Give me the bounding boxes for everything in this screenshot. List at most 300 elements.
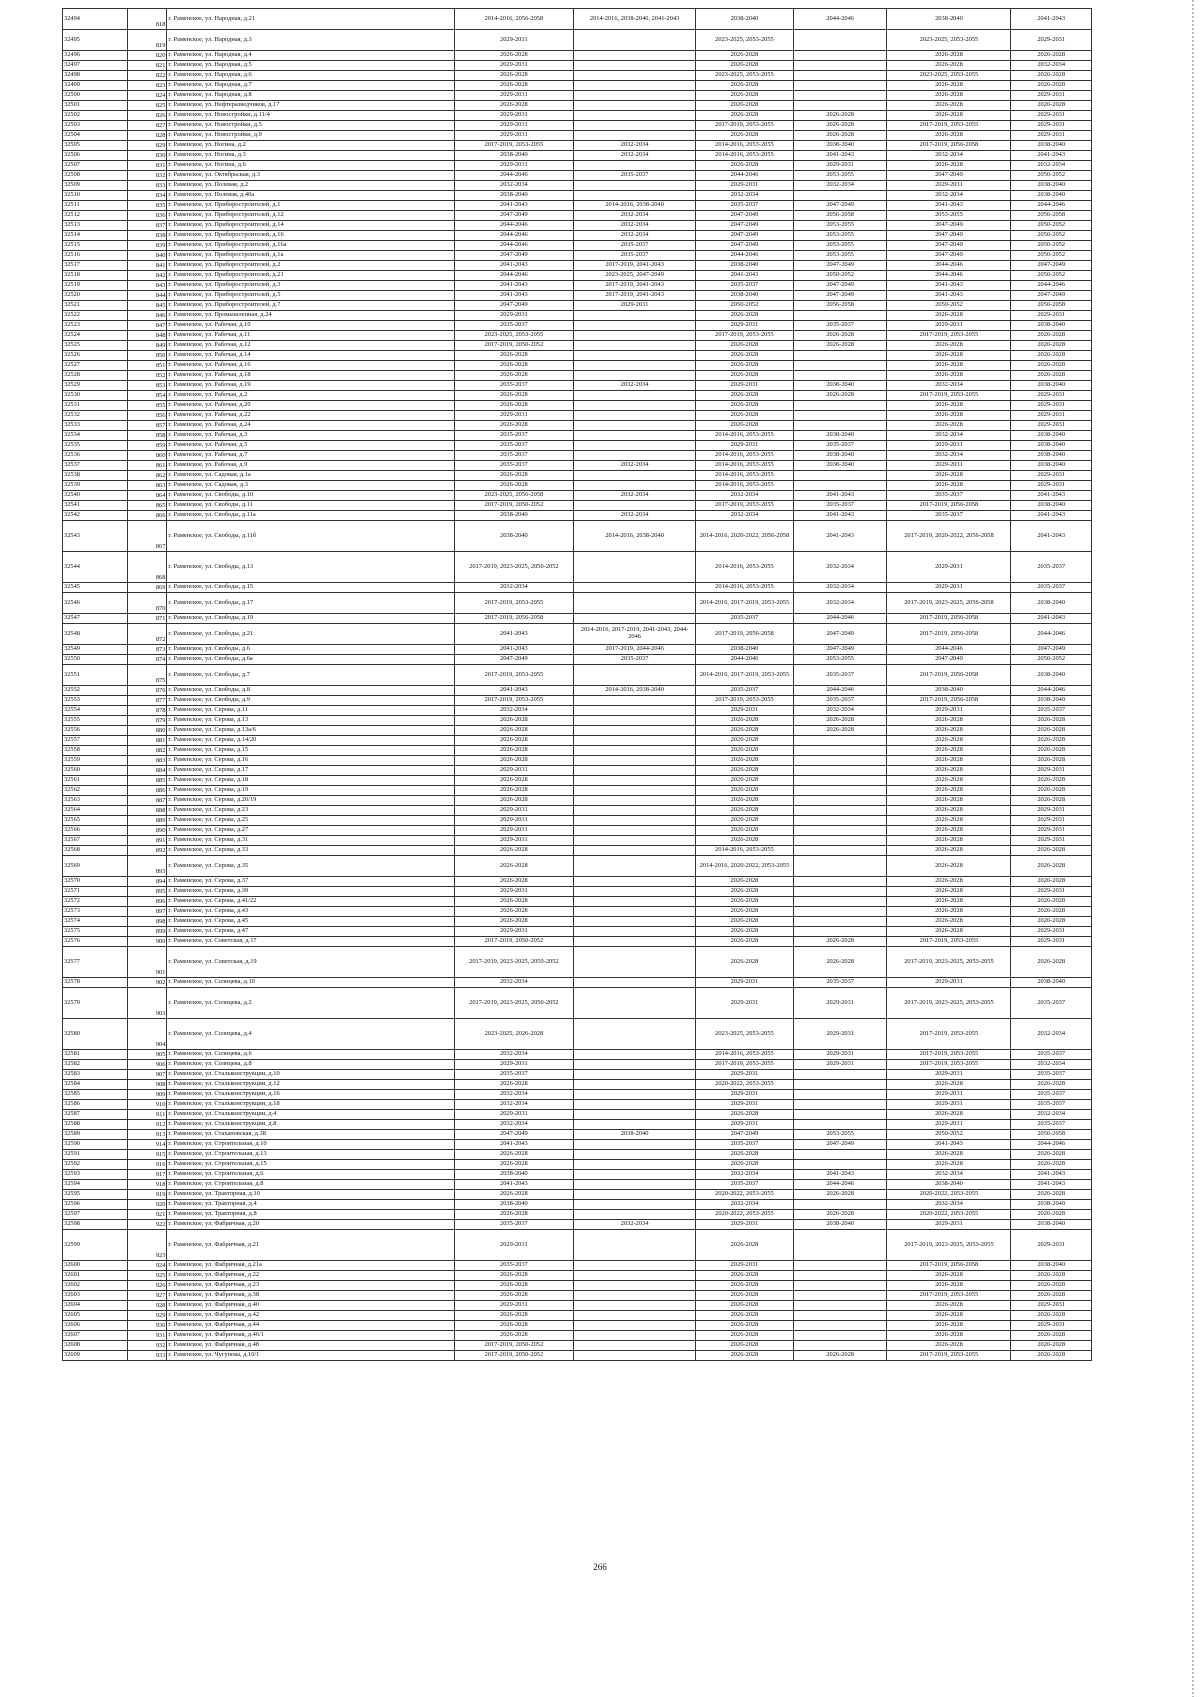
cell-c6: 2044-2046	[1011, 201, 1092, 211]
cell-id: 32581	[63, 1050, 128, 1060]
cell-c4	[793, 1120, 887, 1130]
cell-c6: 2047-2049	[1011, 291, 1092, 301]
cell-c5: 2026-2028	[887, 1080, 1011, 1090]
cell-c2	[574, 191, 696, 201]
cell-id: 32549	[63, 645, 128, 655]
cell-c1: 2026-2028	[454, 846, 574, 856]
cell-n: 929	[128, 1311, 167, 1321]
cell-c3: 2026-2028	[696, 826, 794, 836]
cell-n: 927	[128, 1291, 167, 1301]
cell-c1: 2038-2040	[454, 1200, 574, 1210]
cell-n: 909	[128, 1090, 167, 1100]
table-row	[63, 1200, 1092, 1210]
table-row	[63, 856, 1092, 877]
cell-addr: г. Раменское, ул. Рабочая, д.12	[167, 341, 454, 351]
cell-c5: 2029-2031	[887, 321, 1011, 331]
cell-addr: г. Раменское, ул. Серова, д.16	[167, 756, 454, 766]
cell-addr: г. Раменское, ул. Фабричная, д.20	[167, 1220, 454, 1230]
cell-c1: 2029-2031	[454, 887, 574, 897]
cell-c6: 2035-2037	[1011, 988, 1092, 1019]
cell-c5: 2029-2031	[887, 706, 1011, 716]
cell-id: 32590	[63, 1140, 128, 1150]
cell-c4	[793, 481, 887, 491]
cell-id: 32531	[63, 401, 128, 411]
cell-addr: г. Раменское, ул. Рабочая, д.9	[167, 461, 454, 471]
cell-c1: 2017-2019, 2023-2025, 2050-2052	[454, 552, 574, 583]
cell-c1: 2026-2028	[454, 786, 574, 796]
cell-c5: 2026-2028	[887, 1321, 1011, 1331]
cell-c4	[793, 371, 887, 381]
cell-c1: 2038-2040	[454, 1170, 574, 1180]
cell-n: 894	[128, 877, 167, 887]
cell-id: 32551	[63, 665, 128, 686]
cell-id: 32577	[63, 947, 128, 978]
cell-n: 881	[128, 736, 167, 746]
cell-n: 923	[128, 1230, 167, 1261]
cell-c5: 2026-2028	[887, 1341, 1011, 1351]
cell-c4	[793, 1261, 887, 1271]
table-row	[63, 181, 1092, 191]
table-row	[63, 1230, 1092, 1261]
table-row	[63, 151, 1092, 161]
cell-c2: 2032-2034	[574, 231, 696, 241]
cell-c6: 2050-2052	[1011, 231, 1092, 241]
cell-n: 852	[128, 371, 167, 381]
cell-c5: 2017-2019, 2053-2055	[887, 121, 1011, 131]
cell-c1: 2026-2028	[454, 897, 574, 907]
cell-c4	[793, 856, 887, 877]
cell-id: 32507	[63, 161, 128, 171]
cell-c3: 2029-2031	[696, 321, 794, 331]
table-row	[63, 441, 1092, 451]
cell-id: 32501	[63, 101, 128, 111]
cell-addr: г. Раменское, ул. Рабочая, д.11	[167, 331, 454, 341]
cell-c1: 2026-2028	[454, 391, 574, 401]
cell-c1: 2017-2019, 2053-2055	[454, 665, 574, 686]
cell-c2	[574, 736, 696, 746]
cell-c6: 2026-2028	[1011, 786, 1092, 796]
cell-c4: 2038-2040	[793, 1220, 887, 1230]
cell-c1: 2029-2031	[454, 111, 574, 121]
cell-c4: 2041-2043	[793, 511, 887, 521]
cell-addr: г. Раменское, ул. Серова, д.17	[167, 766, 454, 776]
cell-n: 862	[128, 471, 167, 481]
cell-addr: г. Раменское, ул. Октябрьская, д.3	[167, 171, 454, 181]
cell-c3: 2029-2031	[696, 1100, 794, 1110]
cell-n: 847	[128, 321, 167, 331]
cell-addr: г. Раменское, ул. Серова, д.47	[167, 927, 454, 937]
cell-c3: 2014-2016, 2053-2055	[696, 431, 794, 441]
cell-n: 870	[128, 593, 167, 614]
cell-c3: 2014-2016, 2053-2055	[696, 846, 794, 856]
cell-c6: 2029-2031	[1011, 481, 1092, 491]
table-row	[63, 1291, 1092, 1301]
cell-n: 850	[128, 351, 167, 361]
cell-c1: 2032-2034	[454, 706, 574, 716]
cell-c5: 2017-2019, 2056-2058	[887, 501, 1011, 511]
cell-c6: 2029-2031	[1011, 471, 1092, 481]
cell-id: 32583	[63, 1070, 128, 1080]
cell-addr: г. Раменское, ул. Новостройки, д.9	[167, 131, 454, 141]
table-row	[63, 593, 1092, 614]
cell-c4	[793, 927, 887, 937]
cell-addr: г. Раменское, ул. Народная, д.4	[167, 51, 454, 61]
cell-c6: 2029-2031	[1011, 806, 1092, 816]
cell-c4	[793, 401, 887, 411]
cell-id: 32511	[63, 201, 128, 211]
cell-c3: 2041-2043	[696, 271, 794, 281]
cell-c4	[793, 471, 887, 481]
cell-c2	[574, 451, 696, 461]
cell-id: 32589	[63, 1130, 128, 1140]
cell-c1: 2029-2031	[454, 806, 574, 816]
cell-c4	[793, 1291, 887, 1301]
cell-n: 848	[128, 331, 167, 341]
schedule-sheet	[62, 8, 1092, 1361]
cell-c5: 2017-2019, 2023-2025, 2056-2058	[887, 593, 1011, 614]
cell-c1: 2026-2028	[454, 1311, 574, 1321]
cell-c2	[574, 836, 696, 846]
cell-addr: г. Раменское, ул. Свободы, д.11б	[167, 521, 454, 552]
cell-c5: 2032-2034	[887, 431, 1011, 441]
cell-c1: 2035-2037	[454, 451, 574, 461]
cell-id: 32568	[63, 846, 128, 856]
cell-c4	[793, 1200, 887, 1210]
cell-c2: 2017-2019, 2041-2043	[574, 261, 696, 271]
cell-c5: 2038-2040	[887, 9, 1011, 30]
cell-c1: 2026-2028	[454, 401, 574, 411]
table-row	[63, 756, 1092, 766]
cell-c2	[574, 716, 696, 726]
cell-c5: 2026-2028	[887, 746, 1011, 756]
cell-c1: 2032-2034	[454, 978, 574, 988]
cell-c4: 2041-2043	[793, 151, 887, 161]
cell-addr: г. Раменское, ул. Рабочая, д.5	[167, 441, 454, 451]
cell-n: 873	[128, 645, 167, 655]
cell-n: 820	[128, 51, 167, 61]
cell-c2: 2017-2019, 2044-2046	[574, 645, 696, 655]
table-row	[63, 341, 1092, 351]
cell-c1: 2026-2028	[454, 726, 574, 736]
cell-n: 849	[128, 341, 167, 351]
cell-n: 888	[128, 806, 167, 816]
cell-c5: 2017-2019, 2023-2025, 2053-2055	[887, 988, 1011, 1019]
cell-c6: 2038-2040	[1011, 451, 1092, 461]
cell-id: 32540	[63, 491, 128, 501]
cell-c3: 2038-2040	[696, 645, 794, 655]
cell-n: 822	[128, 71, 167, 81]
cell-c3: 2026-2028	[696, 81, 794, 91]
table-row	[63, 61, 1092, 71]
cell-c3: 2029-2031	[696, 1220, 794, 1230]
cell-c3: 2026-2028	[696, 806, 794, 816]
cell-c6: 2026-2028	[1011, 736, 1092, 746]
cell-n: 835	[128, 201, 167, 211]
table-row	[63, 521, 1092, 552]
cell-c3: 2026-2028	[696, 1230, 794, 1261]
cell-c5: 2017-2019, 2053-2055	[887, 331, 1011, 341]
cell-c5: 2023-2025, 2053-2055	[887, 71, 1011, 81]
cell-c3: 2035-2037	[696, 1140, 794, 1150]
cell-addr: г. Раменское, ул. Новостройки, д.11/4	[167, 111, 454, 121]
cell-id: 32578	[63, 978, 128, 988]
cell-c3: 2026-2028	[696, 1331, 794, 1341]
cell-c5: 2047-2049	[887, 241, 1011, 251]
cell-c2	[574, 331, 696, 341]
table-row	[63, 796, 1092, 806]
cell-n: 886	[128, 786, 167, 796]
cell-addr: г. Раменское, ул. Народная, д.6	[167, 71, 454, 81]
cell-c3: 2026-2028	[696, 61, 794, 71]
cell-n: 826	[128, 111, 167, 121]
cell-c2	[574, 311, 696, 321]
cell-id: 32550	[63, 655, 128, 665]
cell-c1: 2026-2028	[454, 907, 574, 917]
cell-c4: 2053-2055	[793, 251, 887, 261]
cell-c5: 2026-2028	[887, 836, 1011, 846]
cell-addr: г. Раменское, ул. Рабочая, д.14	[167, 351, 454, 361]
cell-c3: 2044-2046	[696, 655, 794, 665]
table-row	[63, 655, 1092, 665]
table-row	[63, 371, 1092, 381]
cell-c6: 2032-2034	[1011, 161, 1092, 171]
cell-c6: 2047-2049	[1011, 261, 1092, 271]
cell-id: 32605	[63, 1311, 128, 1321]
cell-c6: 2038-2040	[1011, 141, 1092, 151]
cell-id: 32554	[63, 706, 128, 716]
cell-c3: 2026-2028	[696, 421, 794, 431]
table-row	[63, 1090, 1092, 1100]
table-row	[63, 1311, 1092, 1321]
cell-id: 32546	[63, 593, 128, 614]
cell-c2	[574, 1080, 696, 1090]
cell-addr: г. Раменское, ул. Свободы, д.10	[167, 491, 454, 501]
cell-c2	[574, 441, 696, 451]
cell-c2: 2032-2034	[574, 461, 696, 471]
cell-c1: 2026-2028	[454, 776, 574, 786]
cell-addr: г. Раменское, ул. Приборостроителей, д.7	[167, 301, 454, 311]
cell-c4: 2041-2043	[793, 521, 887, 552]
table-row	[63, 481, 1092, 491]
cell-c3: 2035-2037	[696, 201, 794, 211]
cell-n: 832	[128, 171, 167, 181]
cell-addr: г. Раменское, ул. Рабочая, д.22	[167, 411, 454, 421]
table-row	[63, 583, 1092, 593]
table-row	[63, 101, 1092, 111]
cell-c4	[793, 1160, 887, 1170]
cell-c6: 2029-2031	[1011, 816, 1092, 826]
cell-addr: г. Раменское, ул. Советская, д.17	[167, 937, 454, 947]
cell-c1: 2041-2043	[454, 1140, 574, 1150]
cell-c2	[574, 391, 696, 401]
cell-c5: 2026-2028	[887, 907, 1011, 917]
cell-c4	[793, 71, 887, 81]
cell-n: 818	[128, 9, 167, 30]
cell-addr: г. Раменское, ул. Приборостроителей, д.1а	[167, 251, 454, 261]
cell-c4	[793, 1281, 887, 1291]
cell-id: 32560	[63, 766, 128, 776]
table-row	[63, 261, 1092, 271]
cell-c6: 2038-2040	[1011, 665, 1092, 686]
cell-addr: г. Раменское, ул. Полевая, д.2	[167, 181, 454, 191]
cell-c2	[574, 706, 696, 716]
cell-c4: 2047-2049	[793, 1140, 887, 1150]
cell-n: 866	[128, 511, 167, 521]
cell-c4	[793, 786, 887, 796]
table-row	[63, 71, 1092, 81]
cell-c3: 2035-2037	[696, 686, 794, 696]
cell-c6: 2047-2049	[1011, 645, 1092, 655]
cell-id: 32609	[63, 1351, 128, 1361]
cell-n: 828	[128, 131, 167, 141]
cell-c4: 2053-2055	[793, 241, 887, 251]
cell-n: 916	[128, 1160, 167, 1170]
cell-id: 32524	[63, 331, 128, 341]
cell-id: 32562	[63, 786, 128, 796]
cell-addr: г. Раменское, ул. Фабричная, д.21а	[167, 1261, 454, 1271]
cell-c4	[793, 1311, 887, 1321]
cell-n: 932	[128, 1341, 167, 1351]
cell-c5: 2029-2031	[887, 1070, 1011, 1080]
cell-addr: г. Раменское, ул. Солнцева, д.6	[167, 1050, 454, 1060]
cell-c6: 2029-2031	[1011, 927, 1092, 937]
cell-c6: 2029-2031	[1011, 131, 1092, 141]
cell-n: 839	[128, 241, 167, 251]
table-row	[63, 1170, 1092, 1180]
table-row	[63, 746, 1092, 756]
table-row	[63, 686, 1092, 696]
cell-c3: 2017-2019, 2053-2055	[696, 501, 794, 511]
table-row	[63, 511, 1092, 521]
cell-id: 32528	[63, 371, 128, 381]
cell-c2	[574, 887, 696, 897]
table-row	[63, 451, 1092, 461]
cell-c5: 2026-2028	[887, 471, 1011, 481]
table-row	[63, 836, 1092, 846]
cell-c2	[574, 401, 696, 411]
table-row	[63, 806, 1092, 816]
cell-n: 891	[128, 836, 167, 846]
cell-c1: 2026-2028	[454, 71, 574, 81]
table-row	[63, 111, 1092, 121]
cell-c6: 2038-2040	[1011, 191, 1092, 201]
cell-c2: 2035-2037	[574, 251, 696, 261]
cell-c4	[793, 1090, 887, 1100]
cell-c1: 2026-2028	[454, 1321, 574, 1331]
cell-c5: 2026-2028	[887, 361, 1011, 371]
cell-addr: г. Раменское, ул. Приборостроителей, д.3	[167, 281, 454, 291]
cell-addr: г. Раменское, ул. Приборостроителей, д.5	[167, 291, 454, 301]
cell-c6: 2029-2031	[1011, 937, 1092, 947]
cell-c3: 2020-2022, 2053-2055	[696, 1190, 794, 1200]
cell-addr: г. Раменское, ул. Стальконструкции, д.8	[167, 1120, 454, 1130]
cell-c5: 2029-2031	[887, 441, 1011, 451]
cell-id: 32587	[63, 1110, 128, 1120]
cell-c4: 2056-2058	[793, 301, 887, 311]
cell-n: 915	[128, 1150, 167, 1160]
cell-c1: 2038-2040	[454, 521, 574, 552]
cell-c5: 2026-2028	[887, 101, 1011, 111]
cell-c1: 2014-2016, 2056-2058	[454, 9, 574, 30]
cell-c4	[793, 796, 887, 806]
cell-n: 920	[128, 1200, 167, 1210]
cell-c3: 2014-2016, 2053-2055	[696, 151, 794, 161]
cell-addr: г. Раменское, ул. Фабричная, д.38	[167, 1291, 454, 1301]
cell-n: 902	[128, 978, 167, 988]
cell-c5: 2026-2028	[887, 826, 1011, 836]
cell-n: 922	[128, 1220, 167, 1230]
cell-addr: г. Раменское, ул. Строительная, д.15	[167, 1160, 454, 1170]
cell-n: 836	[128, 211, 167, 221]
cell-id: 32513	[63, 221, 128, 231]
cell-addr: г. Раменское, ул. Ногина, д.2	[167, 141, 454, 151]
cell-c5: 2053-2055	[887, 211, 1011, 221]
cell-c2	[574, 907, 696, 917]
cell-c3: 2026-2028	[696, 836, 794, 846]
cell-addr: г. Раменское, ул. Серова, д.33	[167, 846, 454, 856]
cell-c4: 2032-2034	[793, 583, 887, 593]
cell-c6: 2038-2040	[1011, 321, 1092, 331]
cell-c2: 2014-2016, 2038-2040	[574, 686, 696, 696]
cell-c5: 2026-2028	[887, 756, 1011, 766]
cell-c2	[574, 1100, 696, 1110]
cell-c1: 2026-2028	[454, 1331, 574, 1341]
cell-c4: 2032-2034	[793, 593, 887, 614]
cell-addr: г. Раменское, ул. Фабричная, д.42	[167, 1311, 454, 1321]
cell-c1: 2041-2043	[454, 261, 574, 271]
cell-addr: г. Раменское, ул. Рабочая, д.20	[167, 401, 454, 411]
table-row	[63, 1130, 1092, 1140]
table-row	[63, 877, 1092, 887]
cell-id: 32591	[63, 1150, 128, 1160]
cell-c6: 2038-2040	[1011, 696, 1092, 706]
cell-n: 837	[128, 221, 167, 231]
cell-c3: 2026-2028	[696, 341, 794, 351]
cell-addr: г. Раменское, ул. Серова, д.18	[167, 776, 454, 786]
table-row	[63, 1140, 1092, 1150]
cell-c4: 2026-2028	[793, 726, 887, 736]
cell-c2: 2014-2016, 2038-2040, 2041-2043	[574, 9, 696, 30]
cell-n: 876	[128, 686, 167, 696]
cell-c5: 2026-2028	[887, 897, 1011, 907]
cell-c1: 2026-2028	[454, 1190, 574, 1200]
cell-c2	[574, 1150, 696, 1160]
cell-c4: 2047-2049	[793, 291, 887, 301]
cell-addr: г. Раменское, ул. Советская, д.19	[167, 947, 454, 978]
cell-c4: 2041-2043	[793, 491, 887, 501]
cell-c4: 2035-2037	[793, 665, 887, 686]
cell-c4: 2035-2037	[793, 321, 887, 331]
cell-id: 32538	[63, 471, 128, 481]
cell-id: 32559	[63, 756, 128, 766]
cell-c6: 2038-2040	[1011, 593, 1092, 614]
cell-c2	[574, 927, 696, 937]
cell-c1: 2035-2037	[454, 461, 574, 471]
cell-c6: 2026-2028	[1011, 756, 1092, 766]
table-row	[63, 776, 1092, 786]
table-row	[63, 271, 1092, 281]
cell-c5: 2041-2043	[887, 281, 1011, 291]
cell-c2	[574, 1050, 696, 1060]
cell-c1: 2026-2028	[454, 101, 574, 111]
cell-c6: 2029-2031	[1011, 401, 1092, 411]
schedule-table	[62, 8, 1092, 1361]
cell-c6: 2041-2043	[1011, 491, 1092, 501]
cell-c2	[574, 1060, 696, 1070]
cell-c1: 2026-2028	[454, 1210, 574, 1220]
cell-c3: 2014-2016, 2053-2055	[696, 583, 794, 593]
table-row	[63, 826, 1092, 836]
